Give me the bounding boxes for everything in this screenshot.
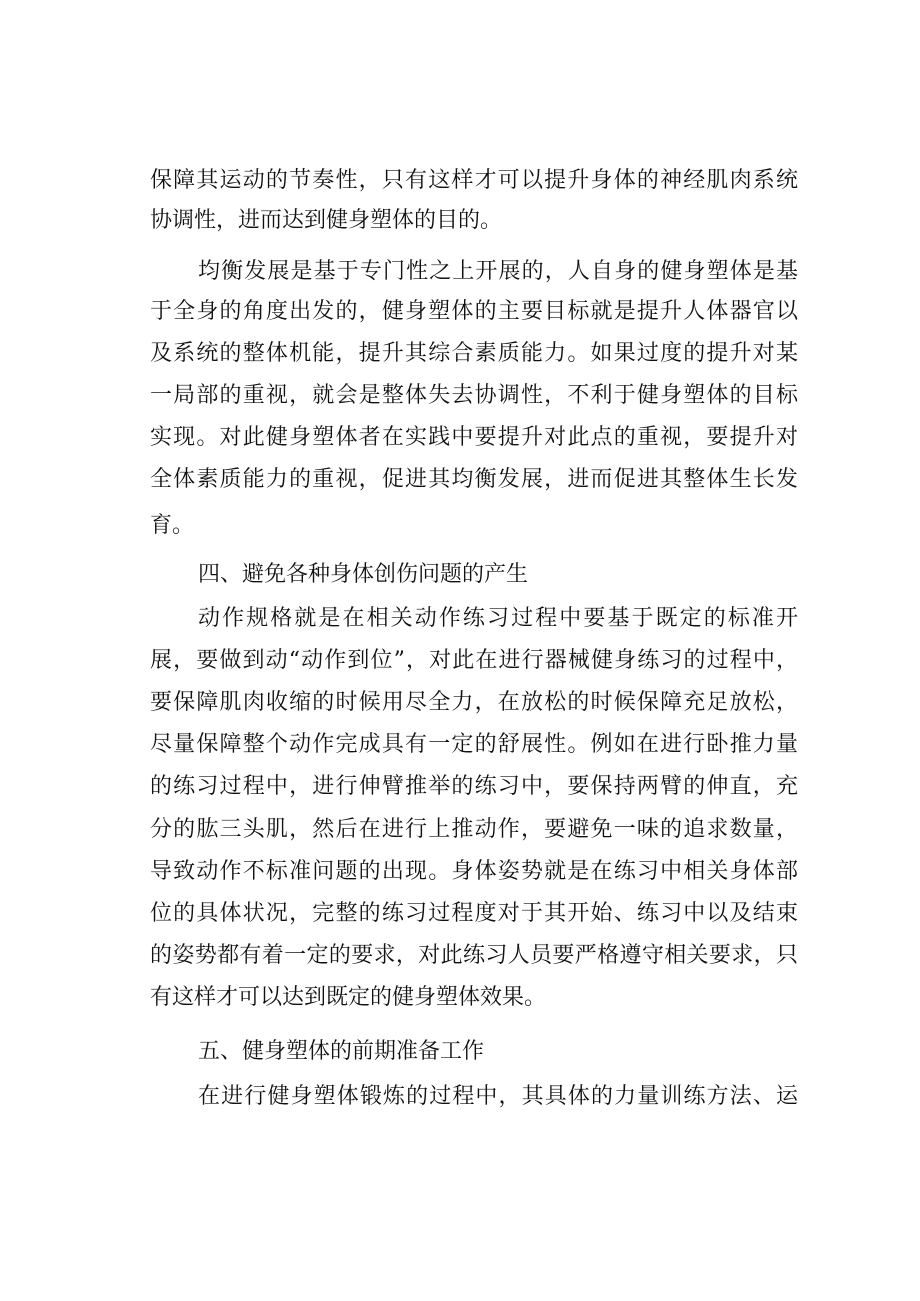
- paragraph-3-line-5: 的练习过程中，进行伸臂推举的练习中，要保持两臂的伸直，充: [150, 774, 798, 799]
- paragraph-3-line-6: 分的肱三头肌，然后在进行上推动作，要避免一味的追求数量，: [150, 817, 798, 842]
- paragraph-2-line-2: 于全身的角度出发的，健身塑体的主要目标就是提升人体器官以: [150, 299, 798, 324]
- paragraph-2-line-4: 一局部的重视，就会是整体失去协调性，不利于健身塑体的目标: [150, 383, 798, 408]
- paragraph-3-line-8: 位的具体状况，完整的练习过程度对于其开始、练习中以及结束: [150, 901, 798, 926]
- section-heading-4: 四、避免各种身体创伤问题的产生: [198, 562, 529, 587]
- paragraph-1-line-1: 保障其运动的节奏性，只有这样才可以提升身体的神经肌肉系统: [150, 168, 798, 193]
- paragraph-3-line-9: 的姿势都有着一定的要求，对此练习人员要严格遵守相关要求，只: [150, 943, 798, 968]
- paragraph-2-line-6: 全体素质能力的重视，促进其均衡发展，进而促进其整体生长发: [150, 467, 798, 492]
- paragraph-3-line-1: 动作规格就是在相关动作练习过程中要基于既定的标准开: [198, 606, 798, 631]
- paragraph-2-line-5: 实现。对此健身塑体者在实践中要提升对此点的重视，要提升对: [150, 425, 798, 450]
- paragraph-2-line-1: 均衡发展是基于专门性之上开展的，人自身的健身塑体是基: [198, 259, 798, 284]
- paragraph-3-line-4: 尽量保障整个动作完成具有一定的舒展性。例如在进行卧推力量: [150, 732, 798, 757]
- paragraph-3-line-10: 有这样才可以达到既定的健身塑体效果。: [150, 985, 547, 1010]
- paragraph-3-line-7: 导致动作不标准问题的出现。身体姿势就是在练习中相关身体部: [150, 859, 798, 884]
- paragraph-3-line-3: 要保障肌肉收缩的时候用尽全力，在放松的时候保障充足放松，: [150, 690, 798, 715]
- paragraph-4-line-1: 在进行健身塑体锻炼的过程中，其具体的力量训练方法、运: [198, 1084, 798, 1109]
- section-heading-5: 五、健身塑体的前期准备工作: [198, 1039, 485, 1064]
- paragraph-2-line-3: 及系统的整体机能，提升其综合素质能力。如果过度的提升对某: [150, 341, 798, 366]
- paragraph-2-line-7: 育。: [150, 513, 195, 538]
- paragraph-3-line-2: 展，要做到动“动作到位”，对此在进行器械健身练习的过程中，: [150, 648, 798, 673]
- paragraph-1-line-2: 协调性，进而达到健身塑体的目的。: [150, 208, 503, 233]
